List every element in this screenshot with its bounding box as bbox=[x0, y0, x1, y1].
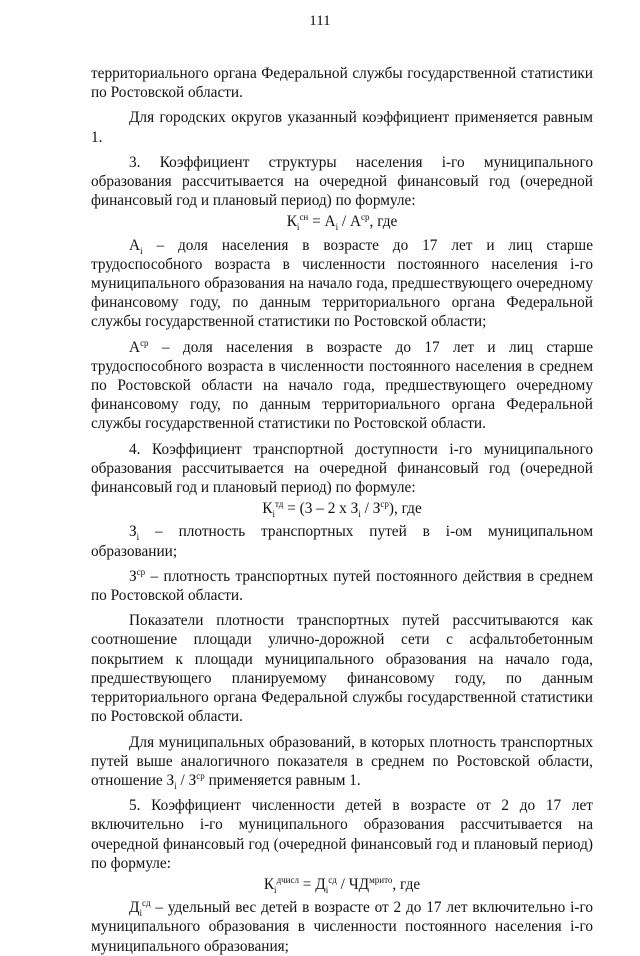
page-number: 111 bbox=[309, 13, 331, 29]
paragraph: 3. Коэффициент структуры населения i-го муниципального образования рассчитывается на очередной финансовый год (очередной финансовый год и плановый период) по формуле: bbox=[91, 153, 593, 210]
paragraph: Для муниципальных образований, в которых плотность транспортных путей выше аналогичного показателя в среднем по Ростовской области, отношение $З_i / З^{ср}$ применяется равным 1. bbox=[91, 733, 593, 791]
definition: $З^{ср}$ – плотность транспортных путей постоянного действия в среднем по Ростовской области. bbox=[91, 566, 593, 605]
formula-population-structure: $К_i^{сн} = А_i / А^{ср}$, где bbox=[286, 212, 398, 233]
paragraph: 4. Коэффициент транспортной доступности i-го муниципального образования рассчитывается на очередной финансовый год (очередной финансовый год и плановый период) по формуле: bbox=[91, 440, 593, 497]
definition: $А^{ср}$ – доля населения в возрасте до 17 лет и лиц старше трудоспособного возраста в численности постоянного населения в среднем по Ростовской области на начало года, предшествующего очередному финансовому году, по данным территориального органа Федеральной службы государственной статистики по Ростовской области. bbox=[91, 337, 593, 433]
definition: $З_i$ – плотность транспортных путей в i-ом муниципальном образовании; bbox=[91, 523, 593, 560]
formula-children-count: $К_i^{дчисл} = Д_i^{сд} / ЧД^{мрито}$, где bbox=[263, 874, 421, 895]
paragraph: Для городских округов указанный коэффициент применяется равным 1. bbox=[91, 109, 593, 146]
definition: $А_i$ – доля населения в возрасте до 17 лет и лиц старше трудоспособного возраста в численности постоянного населения i-го муниципального образования на начало года, предшествующего очередному финансовому году, по данным территориального органа Федеральной службы государственной статистики по Ростовской области; bbox=[91, 236, 593, 331]
formula-transport-access: $К_i^{тд} = (3 - 2$ х $З_i / З^{ср}$), где bbox=[262, 499, 422, 520]
document-body bbox=[91, 64, 593, 956]
paragraph: территориального органа Федеральной службы государственной статистики по Ростовской области. bbox=[91, 65, 593, 102]
paragraph: Показатели плотности транспортных путей рассчитываются как соотношение площади улично-дорожной сети с асфальтобетонным покрытием к площади муниципального образования на начало года, предшествующего планируемому финансовому году, по данным территориального органа Федеральной службы государственной статистики по Ростовской области. bbox=[91, 612, 593, 726]
definition: $Д_i^{сд}$ – удельный вес детей в возрасте от 2 до 17 лет включительно i-го муниципального образования в численности постоянного населения i-го муниципального образования; bbox=[91, 898, 593, 955]
paragraph: 5. Коэффициент численности детей в возрасте от 2 до 17 лет включительно i-го муниципального образования рассчитывается на очередной финансовый год (очередной финансовый год и плановый период) по формуле: bbox=[91, 797, 593, 872]
